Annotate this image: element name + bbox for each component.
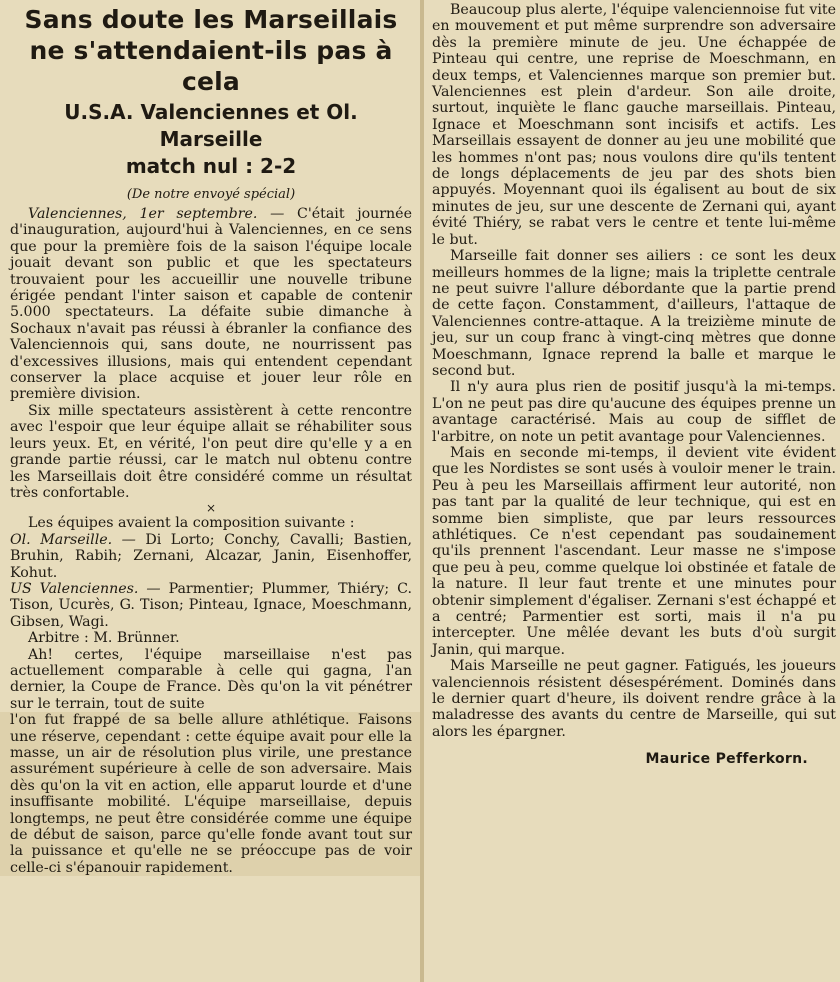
subhead (10, 99, 412, 180)
referee-line: Arbitre : M. Brünner. (28, 630, 180, 647)
left-column-continuation (0, 712, 420, 876)
section-separator: × (205, 501, 217, 516)
subhead-line-2: match nul : 2-2 (125, 154, 297, 178)
paragraph-final: Mais Marseille ne peut gagner. Fatigués, les joueurs valenciennois résistent désespérément. Dominés dans le dernier quart d'heure, ils doivent rendre grâce à la maladresse des avants du centre de Marseille, qui sut alors les épargner. (432, 658, 836, 740)
headline-line-2: ne s'attendaient-ils pas à cela (29, 36, 393, 96)
paragraph-teams-intro: Les équipes avaient la composition suivante : (28, 515, 355, 532)
team-valenciennes-name: US Valenciennes. — (10, 580, 161, 597)
paragraph-wingers: Marseille fait donner ses ailiers : ce sont les deux meilleurs hommes de la ligne; mais la triplette centrale ne peut suivre l'allure débordante que la partie prend de cette façon. Constamment, d'ailleurs, l'attaque de Valenciennes contre-attaque. A la treizième minute de jeu, sur un coup franc à vingt-cinq mètres que donne Moeschmann, Ignace reprend la balle et marque le second but. (432, 248, 836, 379)
headline (10, 4, 412, 97)
paragraph-marseille-team-b: l'on fut frappé de sa belle allure athlétique. Faisons une réserve, cependant : cette équipe avait pour elle la masse, un air de résolution plus virile, une prestance assurément supérieure à celle de son adversaire. Mais dès qu'on la vit en action, elle apparut lourde et d'une insuffisante mobilité. L'équipe marseillaise, depuis longtemps, ne peut être considérée comme une équipe de début de saison, parce qu'elle fonde avant tout sur la puissance et qu'elle ne se préoccupe pas de voir celle-ci s'épanouir rapidement. (10, 712, 412, 876)
paragraph-intro (10, 206, 412, 403)
team-marseille (10, 532, 412, 581)
paragraph-half-time: Il n'y aura plus rien de positif jusqu'à la mi-temps. L'on ne peut pas dire qu'aucune des équipes prenne un avantage caractérisé. Mais au coup de sifflet de l'arbitre, on note un petit avantage pour Valenciennes. (432, 379, 836, 445)
right-column (424, 0, 840, 982)
team-valenciennes (10, 581, 412, 630)
paragraph-first-half: Beaucoup plus alerte, l'équipe valenciennoise fut vite en mouvement et put même surprendre son adversaire dès la première minute de jeu. Une échappée de Pinteau qui centre, une reprise de Moeschmann, en deux temps, et Valenciennes marque son premier but. Valenciennes est plein d'ardeur. Son aile droite, surtout, inquiète le flanc gauche marseillais. Pinteau, Ignace et Moeschmann sont incisifs et actifs. Les Marseillais essayent de donner au jeu une mobilité que les hommes n'ont pas; nous voulons dire qu'ils tentent de longs déplacements de jeu par des shots bien appuyés. Moyennant quoi ils égalisent au bout de six minutes de jeu, sur une descente de Zernani qui, ayant évité Thiéry, se rabat vers le centre et tente lui-même le but. (432, 2, 836, 248)
byline: (De notre envoyé spécial) (126, 187, 296, 202)
paragraph-intro-text: C'était journée d'inauguration, aujourd'hui à Valenciennes, en ce sens que pour la première fois de la saison l'équipe locale jouait devant son public et que les spectateurs trouvaient pour les accueillir une nouvelle tribune érigée pendant l'inter saison et capable de contenir 5.000 spectateurs. La défaite subie dimanche à Sochaux n'avait pas réussi à ébranler la confiance des Valenciennois qui, sans doute, ne nourrissent pas d'excessives illusions, mais qui entendent cependant conserver la place acquise et jouer leur rôle en première division. (10, 206, 412, 403)
team-marseille-players: Di Lorto; Conchy, Cavalli; Bastien, Bruhin, Rabih; Zernani, Alcazar, Janin, Eisenhoffer, Kohut. (10, 531, 412, 581)
team-marseille-name: Ol. Marseille. — (10, 531, 136, 548)
headline-line-1: Sans doute les Marseillais (24, 5, 398, 34)
paragraph-second-half: Mais en seconde mi-temps, il devient vite évident que les Nordistes se sont usés à vouloir mener le train. Peu à peu les Marseillais affirment leur autorité, non pas tant par la qualité de leur technique, qui est en somme bien simpliste, que par leurs ressources athlétiques. Ce n'est cependant pas soudainement qu'ils prennent l'ascendant. Leur masse ne s'impose que peu à peu, comme quelque loi obstinée et fatale de la nature. Il leur faut trente et une minutes pour obtenir simplement d'égaliser. Zernani s'est échappé et a centré; Parmentier est sorti, mais il n'a pu intercepter. Une mêlée devant les buts d'où surgit Janin, qui marque. (432, 444, 836, 658)
paragraph-spectators: Six mille spectateurs assistèrent à cette rencontre avec l'espoir que leur équipe allait se réhabiliter sous leurs yeux. Et, en vérité, l'on peut dire qu'elle y a en grande partie réussi, car le match nul obtenu contre les Marseillais doit être considéré comme un résultat très confortable. (10, 402, 412, 501)
team-valenciennes-players: Parmentier; Plummer, Thiéry; C. Tison, Ucurès, G. Tison; Pinteau, Ignace, Moeschmann, Gibsen, Wagi. (10, 580, 412, 630)
dateline: Valenciennes, 1er septembre. — (28, 206, 285, 222)
author-signature: Maurice Pefferkorn. (645, 751, 808, 768)
subhead-line-1: U.S.A. Valenciennes et Ol. Marseille (64, 100, 358, 151)
paragraph-marseille-team-a: Ah! certes, l'équipe marseillaise n'est pas actuellement comparable à celle qui gagna, l'an dernier, la Coupe de France. Dès qu'on la vit pénétrer sur le terrain, tout de suite (10, 646, 412, 712)
